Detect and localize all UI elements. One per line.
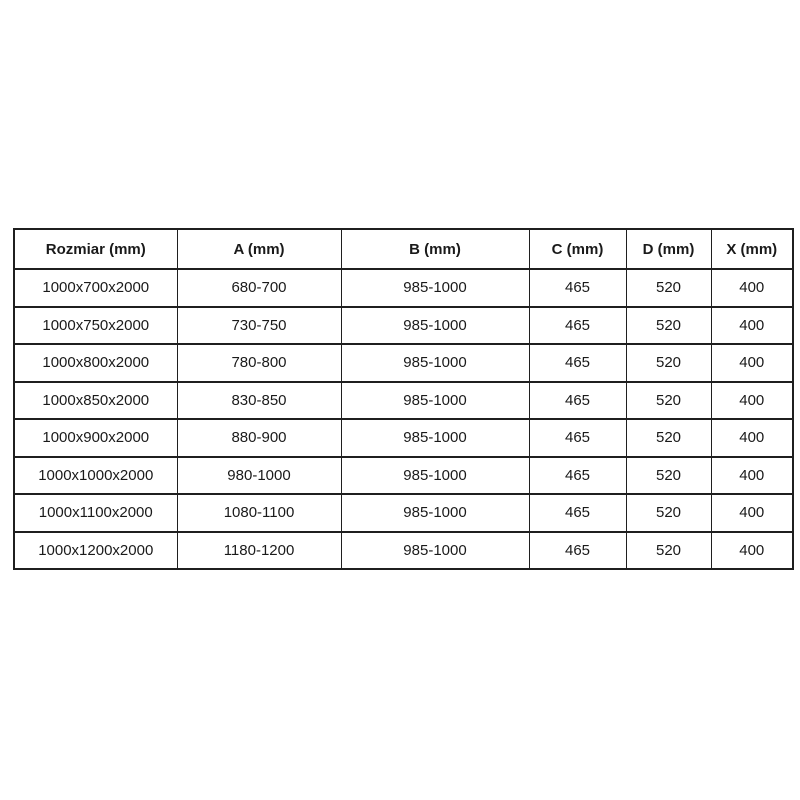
table-cell: 980-1000 [177,457,341,495]
table-cell: 465 [529,269,626,307]
header-cell-b: B (mm) [341,229,529,269]
table-cell: 680-700 [177,269,341,307]
table-cell: 465 [529,494,626,532]
table-cell: 520 [626,307,711,345]
table-cell: 400 [711,269,793,307]
table-cell: 985-1000 [341,344,529,382]
table-cell: 465 [529,307,626,345]
table-cell: 400 [711,532,793,570]
header-cell-a: A (mm) [177,229,341,269]
table-cell: 1000x900x2000 [14,419,177,457]
header-cell-rozmiar: Rozmiar (mm) [14,229,177,269]
table-cell: 520 [626,419,711,457]
table-cell: 985-1000 [341,382,529,420]
table-row [14,419,793,457]
table-cell: 1000x750x2000 [14,307,177,345]
table-cell: 400 [711,344,793,382]
table-cell: 1000x1100x2000 [14,494,177,532]
table-cell: 520 [626,457,711,495]
table-row [14,532,793,570]
table-cell: 1080-1100 [177,494,341,532]
table-cell: 730-750 [177,307,341,345]
table-cell: 985-1000 [341,494,529,532]
table-cell: 520 [626,269,711,307]
table-cell: 985-1000 [341,457,529,495]
table-row [14,382,793,420]
table-cell: 985-1000 [341,532,529,570]
table-cell: 1000x1200x2000 [14,532,177,570]
header-row [14,229,793,269]
table-cell: 1000x800x2000 [14,344,177,382]
table-cell: 465 [529,382,626,420]
table-cell: 520 [626,382,711,420]
table-cell: 1000x700x2000 [14,269,177,307]
table-row [14,307,793,345]
table-cell: 465 [529,344,626,382]
table-row [14,457,793,495]
table-cell: 400 [711,307,793,345]
table-cell: 400 [711,382,793,420]
table-cell: 465 [529,457,626,495]
dimension-table-container [13,228,792,570]
dimension-table [13,228,794,570]
table-cell: 520 [626,344,711,382]
table-cell: 520 [626,532,711,570]
table-cell: 520 [626,494,711,532]
header-cell-x: X (mm) [711,229,793,269]
table-cell: 400 [711,419,793,457]
table-row [14,494,793,532]
table-cell: 1180-1200 [177,532,341,570]
table-cell: 780-800 [177,344,341,382]
table-cell: 985-1000 [341,269,529,307]
table-cell: 465 [529,532,626,570]
table-cell: 830-850 [177,382,341,420]
table-cell: 400 [711,457,793,495]
table-row [14,269,793,307]
header-cell-d: D (mm) [626,229,711,269]
table-cell: 400 [711,494,793,532]
header-cell-c: C (mm) [529,229,626,269]
table-cell: 985-1000 [341,419,529,457]
table-cell: 880-900 [177,419,341,457]
table-cell: 985-1000 [341,307,529,345]
table-row [14,344,793,382]
table-cell: 465 [529,419,626,457]
table-cell: 1000x850x2000 [14,382,177,420]
table-cell: 1000x1000x2000 [14,457,177,495]
